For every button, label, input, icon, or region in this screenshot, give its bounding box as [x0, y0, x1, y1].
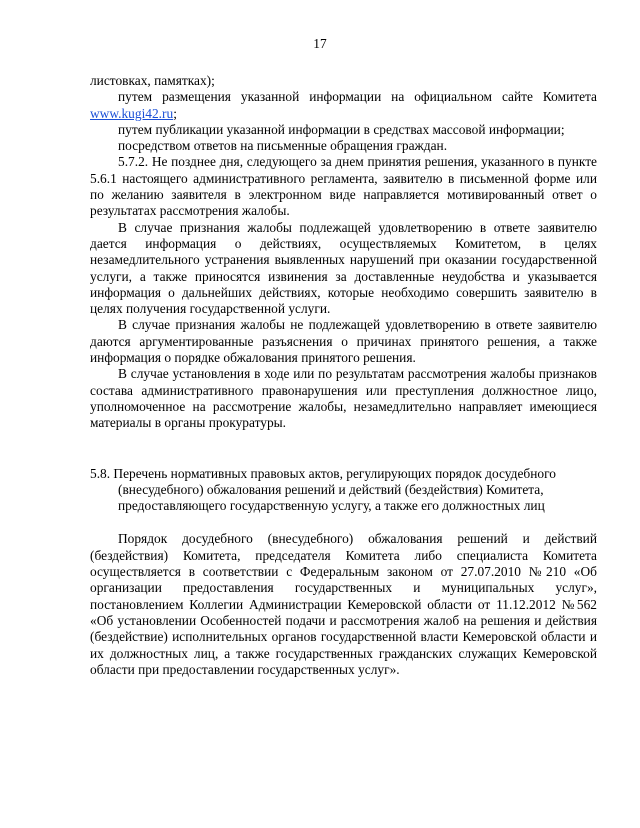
paragraph-media: путем публикации указанной информации в средствах массовой информации; [118, 121, 565, 137]
paragraph-5-7-2: 5.7.2. Не позднее дня, следующего за днем принятия решения, указанного в пункте 5.6.1 настоящего административного регламента, заявителю в письменной форме или по желанию заявителя в электронном виде направляется мотивированный ответ о результатах рассмотрения жалобы. [90, 154, 597, 219]
page-number: 17 [313, 36, 327, 51]
paragraph-written-answers: посредством ответов на письменные обращения граждан. [118, 138, 448, 154]
section-gap [90, 514, 597, 531]
paragraph-continuation: листовках, памятках); [90, 73, 215, 88]
paragraph-complaint-rejected: В случае признания жалобы не подлежащей удовлетворению в ответе заявителю даются аргументированные разъяснения о причинах принятого решения, а также информация о порядке обжалования принятого решения. [90, 317, 597, 366]
website-tail-text: ; [173, 105, 177, 121]
paragraph-violation-found: В случае установления в ходе или по результатам рассмотрения жалобы признаков состава административного правонарушения или преступления должностное лицо, уполномоченное на рассмотрение жалобы, незамедлительно направляет имеющиеся материалы в органы прокуратуры. [90, 366, 597, 431]
website-link[interactable]: www.kugi42.ru [90, 105, 174, 121]
section-gap [90, 432, 597, 449]
document-body [90, 73, 597, 678]
website-lead-text: путем размещения указанной информации на официальном сайте Комитета [118, 89, 597, 105]
paragraph-website [90, 89, 597, 122]
section-heading-5-8: 5.8. Перечень нормативных правовых актов, регулирующих порядок досудебного (внесудебного) обжалования решений и действий (бездействия) Комитета, предоставляющего государственную услугу, а также его должностных лиц [90, 465, 556, 514]
paragraph-complaint-satisfied: В случае признания жалобы подлежащей удовлетворению в ответе заявителю дается информация о действиях, осуществляемых Комитетом, в целях незамедлительного устранения выявленных нарушений при оказании государственной услуги, а также приносятся извинения за доставленные неудобства и указывается информация о дальнейших действиях, которые необходимо совершить заявителю в целях получения государственной услуги. [90, 219, 597, 317]
paragraph-appeal-procedure: Порядок досудебного (внесудебного) обжалования решений и действий (бездействия) Комитета, председателя Комитета либо специалиста Комитета осуществляется в соответствии с Федеральным законом от 27.07.2010 №210 «Об организации предоставления государственных и муниципальных услуг», постановлением Коллегии Администрации Кемеровской области от 11.12.2012 №562 «Об установлении Особенностей подачи и рассмотрения жалоб на решения и действия (бездействие) исполнительных органов государственной власти Кемеровской области и их должностных лиц, а также государственных гражданских служащих Кемеровской области при предоставлении государственных услуг». [90, 531, 597, 677]
